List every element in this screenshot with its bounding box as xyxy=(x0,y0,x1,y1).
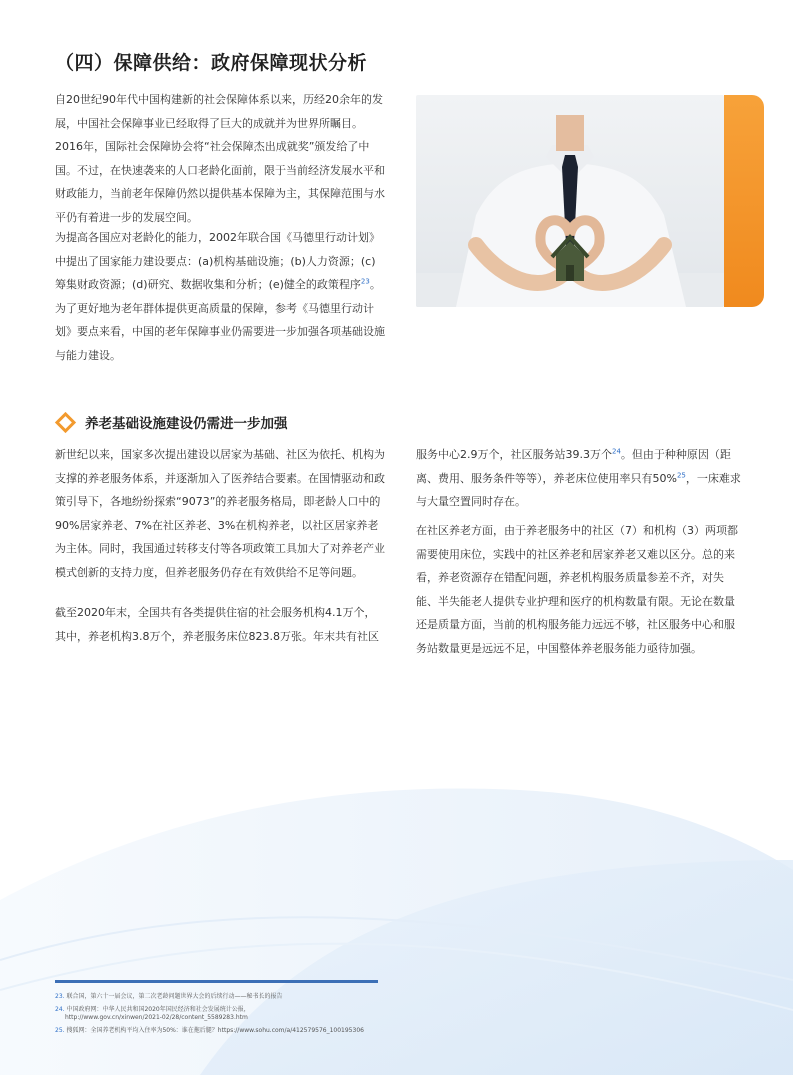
section-left-paragraph-1: 新世纪以来，国家多次提出建设以居家为基础、社区为依托、机构为支撑的养老服务体系，并逐渐加入了医养结合要素。在国情驱动和政策引导下，各地纷纷探索“9073”的养老服务格局，即老龄人口中的90%居家养老、7%在社区养老、3%在机构养老，以社区居家养老为主体。同时，我国通过转移支付等各项政策工具加大了对养老产业模式创新的支持力度，但养老服务仍存在有效供给不足等问题。 xyxy=(55,448,385,579)
footnote-divider xyxy=(55,980,378,983)
right-p1-part-b: 。但由于种种原因（距离、费用、服务条件等等），养老床位使用率只有50% xyxy=(416,448,731,485)
footnote-24-text: 中国政府网：中华人民共和国2020年国民经济和社会发展统计公报， xyxy=(66,1006,250,1013)
right-p1-part-a: 服务中心2.9万个，社区服务站39.3万个 xyxy=(416,448,612,461)
footnote-25-text[interactable]: 搜狐网：全国养老机构平均入住率为50%：谁在拖后腿？https://www.sohu.com/a/412579576_100195306 xyxy=(66,1027,364,1034)
diamond-bullet-icon xyxy=(55,411,76,432)
page-title: （四）保障供给：政府保障现状分析 xyxy=(55,52,368,74)
intro-paragraph-1: 自20世纪90年代中国构建新的社会保障体系以来，历经20余年的发展，中国社会保障事业已经取得了巨大的成就并为世界所瞩目。2016年，国际社会保障协会将“社会保障杰出成就奖”颁发给了中国。不过，在快速袭来的人口老龄化面前，限于当前经济发展水平和财政能力，当前老年保障仍然以提供基本保障为主，其保障范围与水平仍有着进一步的发展空间。 xyxy=(55,93,385,224)
footnote-24-number: 24. xyxy=(55,1006,65,1013)
footnote-ref-23[interactable]: 23 xyxy=(360,277,370,286)
footnote-23-number: 23. xyxy=(55,993,65,1000)
section-heading xyxy=(55,412,288,432)
footnote-23-text: 联合国，第六十一届会议，第二次老龄问题世界大会的后续行动——秘书长的报告 xyxy=(66,993,283,1000)
footnote-23 xyxy=(55,993,282,1001)
house-hands-illustration xyxy=(416,95,724,307)
section-left-paragraph-2: 截至2020年末，全国共有各类提供住宿的社会服务机构4.1万个，其中，养老机构3.8万个，养老服务床位823.8万张。年末共有社区 xyxy=(55,606,379,643)
intro-paragraph-2-part-a: 为提高各国应对老龄化的能力，2002年联合国《马德里行动计划》中提出了国家能力建设要点：(a)机构基础设施；(b)人力资源；(c)筹集财政资源；(d)研究、数据收集和分析；(e)健全的政策程序 xyxy=(55,231,380,291)
footnote-25-number: 25. xyxy=(55,1027,65,1034)
footnote-24-link[interactable]: http://www.gov.cn/xinwen/2021-02/28/content_5589283.htm xyxy=(65,1014,248,1021)
footnote-ref-24[interactable]: 24 xyxy=(612,447,621,456)
footnote-25 xyxy=(55,1027,364,1035)
house-hands-photo xyxy=(416,95,724,307)
section-right-paragraph-1 xyxy=(416,443,741,514)
orange-accent-tab xyxy=(724,95,764,307)
section-right-paragraph-2: 在社区养老方面，由于养老服务中的社区（7）和机构（3）两项都需要使用床位，实践中的社区养老和居家养老又难以区分。总的来看，养老资源存在错配问题，养老机构服务质量参差不齐，对失能、半失能老人提供专业护理和医疗的机构数量有限。无论在数量还是质量方面，当前的机构服务能力远远不够，社区服务中心和服务站数量更是远远不足，中国整体养老服务能力亟待加强。 xyxy=(416,524,738,655)
intro-paragraph-2 xyxy=(55,226,385,367)
intro-paragraph-2-part-b: 。为了更好地为老年群体提供更高质量的保障，参考《马德里行动计划》要点来看，中国的老年保障事业仍需要进一步加强各项基础设施与能力建设。 xyxy=(55,278,385,362)
footnote-ref-25[interactable]: 25 xyxy=(676,470,686,479)
footnote-24 xyxy=(55,1006,250,1022)
section-heading-text: 养老基础设施建设仍需进一步加强 xyxy=(85,416,288,432)
right-p1-part-c: ，一床难求与大量空置同时存在。 xyxy=(416,471,741,508)
